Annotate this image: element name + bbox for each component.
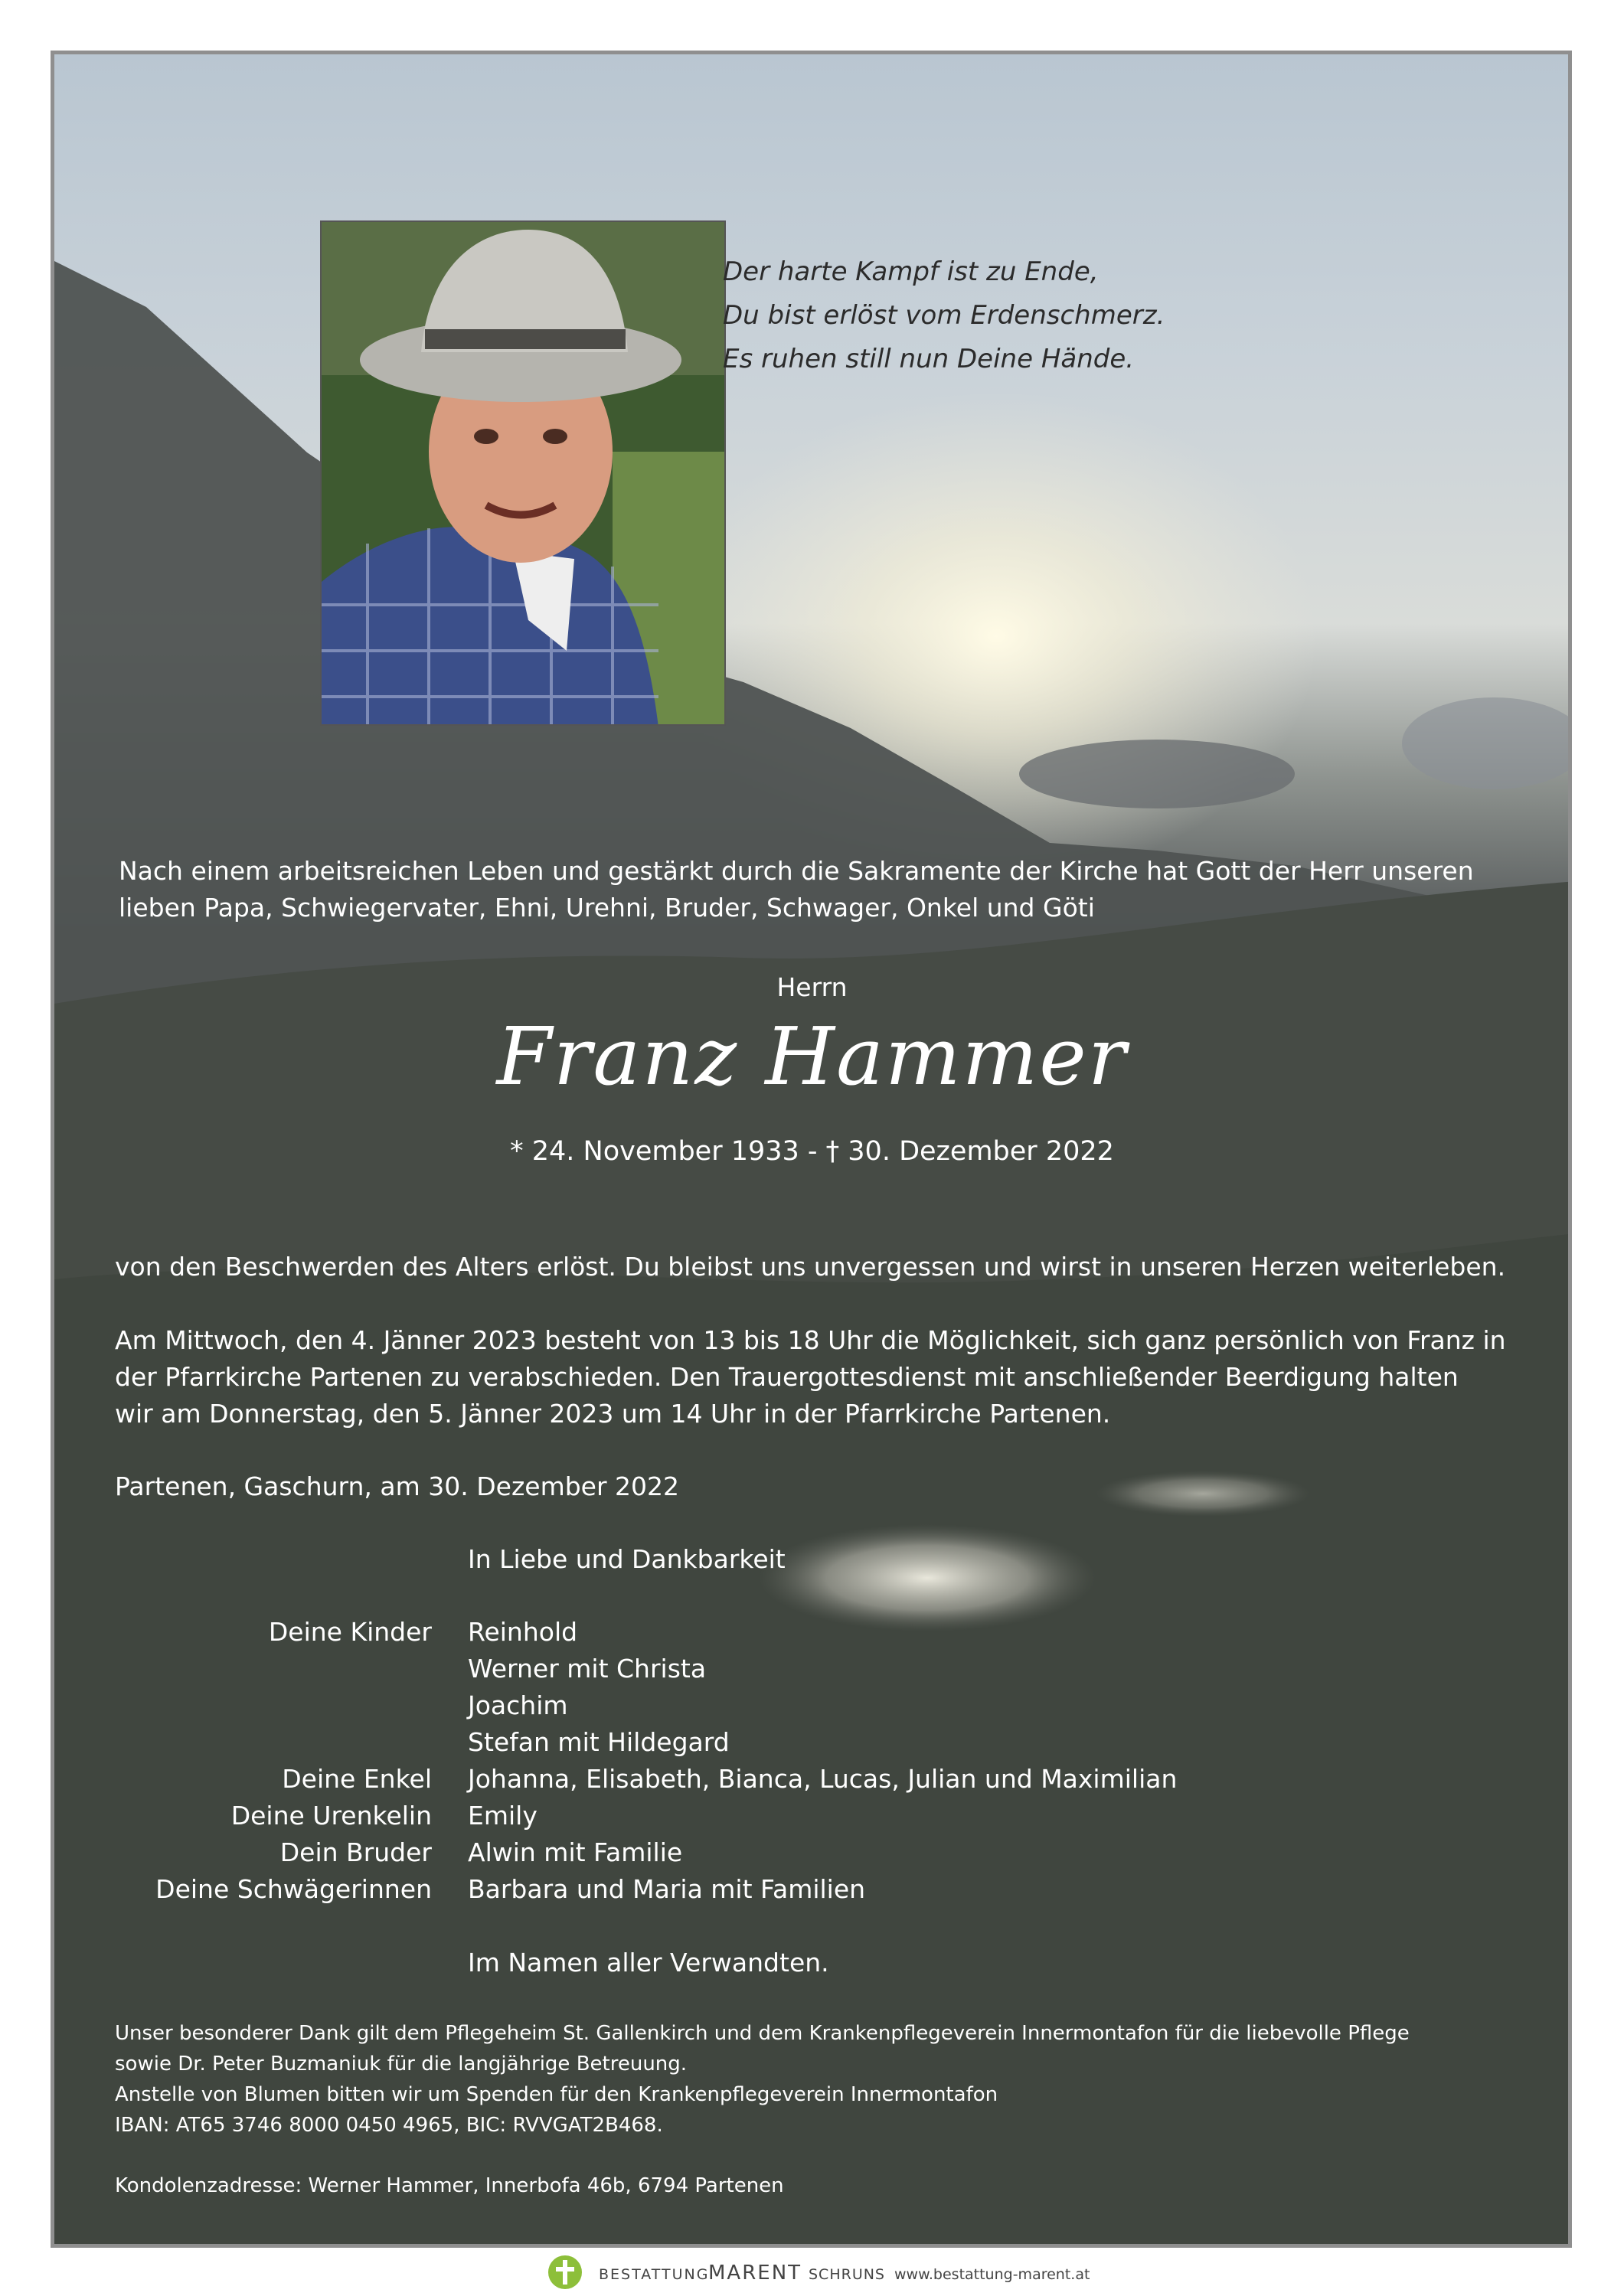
service-line-3: wir am Donnerstag, den 5. Jänner 2023 um 14 Uhr in der Pfarrkirche Partenen.	[115, 1399, 1111, 1429]
mourner-names: Alwin mit Familie	[468, 1837, 683, 1867]
service-line-2: der Pfarrkirche Partenen zu verabschieden. Den Trauergottesdienst mit anschließender Beerdigung halten	[115, 1362, 1459, 1392]
mourner-names: Barbara und Maria mit Familien	[468, 1874, 866, 1904]
poem-line-1: Der harte Kampf ist zu Ende,	[723, 256, 1099, 287]
mourner-label: Deine Urenkelin	[230, 1801, 432, 1831]
mourner-label: Deine Enkel	[282, 1764, 432, 1794]
intro-line-2: lieben Papa, Schwiegervater, Ehni, Urehni, Bruder, Schwager, Onkel und Göti	[119, 893, 1095, 923]
footer-city: SCHRUNS	[809, 2266, 885, 2283]
poem-line-3: Es ruhen still nun Deine Hände.	[723, 344, 1135, 374]
footer-bar	[0, 2248, 1624, 2296]
mourner-label: Dein Bruder	[279, 1837, 432, 1867]
footer-website-link[interactable]: www.bestattung-marent.at	[894, 2266, 1090, 2283]
mourner-names: Joachim	[468, 1690, 568, 1720]
footer-company: BESTATTUNG	[599, 2266, 710, 2283]
mourner-label: Deine Kinder	[268, 1617, 432, 1647]
intro-line-1: Nach einem arbeitsreichen Leben und gestärkt durch die Sakramente der Kirche hat Gott der Herr unseren	[119, 856, 1474, 886]
mourner-names: Werner mit Christa	[468, 1654, 707, 1684]
portrait-photo	[320, 220, 726, 726]
footer-brand: MARENT	[708, 2262, 802, 2285]
poem-line-2: Du bist erlöst vom Erdenschmerz.	[723, 300, 1165, 331]
service-line-1: Am Mittwoch, den 4. Jänner 2023 besteht von 13 bis 18 Uhr die Möglichkeit, sich ganz persönlich von Franz in	[115, 1325, 1506, 1355]
portrait-illustration	[322, 222, 726, 726]
condolence-address: Kondolenzadresse: Werner Hammer, Innerbofa 46b, 6794 Partenen	[115, 2174, 784, 2197]
funeral-home-logo-icon	[547, 2254, 583, 2291]
relatives-closing: Im Namen aller Verwandten.	[468, 1948, 829, 1978]
released-text: von den Beschwerden des Alters erlöst. Du bleibst uns unvergessen und wirst in unseren Herzen weiterleben.	[115, 1252, 1506, 1282]
thanks-line-1: Unser besonderer Dank gilt dem Pflegeheim St. Gallenkirch und dem Krankenpflegeverein Innermontafon für die liebevolle Pflege	[115, 2022, 1410, 2045]
mourner-names: Emily	[468, 1801, 538, 1831]
mourner-names: Reinhold	[468, 1617, 578, 1647]
place-date: Partenen, Gaschurn, am 30. Dezember 2022	[115, 1471, 680, 1501]
mourner-names: Johanna, Elisabeth, Bianca, Lucas, Julian und Maximilian	[468, 1764, 1178, 1794]
mourner-names: Stefan mit Hildegard	[468, 1727, 730, 1757]
gratitude: In Liebe und Dankbarkeit	[468, 1544, 786, 1574]
deceased-name: Franz Hammer	[496, 1010, 1128, 1103]
thanks-line-4: IBAN: AT65 3746 8000 0450 4965, BIC: RVVGAT2B468.	[115, 2114, 663, 2137]
thanks-line-3: Anstelle von Blumen bitten wir um Spenden für den Krankenpflegeverein Innermontafon	[115, 2083, 998, 2106]
life-dates: * 24. November 1933 - † 30. Dezember 2022	[510, 1136, 1114, 1167]
mourner-label: Deine Schwägerinnen	[155, 1874, 432, 1904]
thanks-line-2: sowie Dr. Peter Buzmaniuk für die langjährige Betreuung.	[115, 2053, 688, 2076]
salutation: Herrn	[776, 972, 848, 1002]
